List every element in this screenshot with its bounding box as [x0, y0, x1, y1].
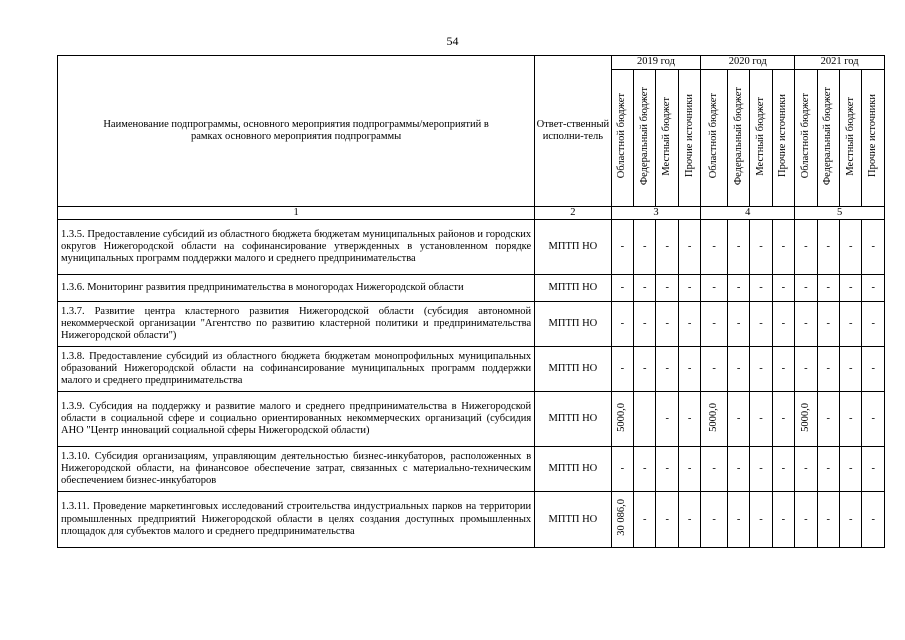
budget-value [656, 275, 678, 302]
budget-value [817, 220, 839, 275]
budget-value [750, 302, 772, 347]
budget-value [701, 275, 728, 302]
source-header [862, 70, 885, 207]
budget-value-text: - [687, 513, 692, 525]
budget-value-text: - [826, 413, 831, 425]
budget-value-text: - [736, 413, 741, 425]
budget-value [634, 492, 656, 548]
budget-value-text: - [643, 318, 647, 330]
measure-description: 1.3.10. Субсидия организациям, управляющим деятельностью бизнес-инкубаторов, расположенных в Нижегородской области, на финансовое обеспечение затрат, связанных с материально-техническим обеспечением бизнес-инкубаторов [58, 447, 535, 492]
column-number-4: 4 [701, 207, 795, 220]
budget-value-text: - [848, 413, 853, 425]
budget-value [817, 302, 839, 347]
budget-value-text: - [871, 413, 875, 425]
table-row [58, 220, 885, 275]
budget-value [727, 492, 749, 548]
budget-value [727, 347, 749, 392]
budget-value-text: - [643, 363, 647, 375]
budget-value-text: 30 086,0 [616, 499, 628, 536]
source-header [817, 70, 839, 207]
budget-value-text: - [736, 282, 741, 294]
responsible-executor: МПТП НО [535, 220, 611, 275]
budget-value-text: - [871, 282, 875, 294]
budget-value [678, 447, 700, 492]
source-header-label: Местный бюджет [754, 96, 766, 176]
budget-value-text: - [736, 318, 741, 330]
table-row [58, 447, 885, 492]
budget-value [611, 392, 633, 447]
budget-value [701, 492, 728, 548]
responsible-executor: МПТП НО [535, 392, 611, 447]
budget-value [656, 220, 678, 275]
budget-value [840, 302, 862, 347]
budget-value [727, 220, 749, 275]
budget-value [750, 347, 772, 392]
budget-value [795, 447, 817, 492]
budget-value-text: 5000,0 [799, 402, 811, 432]
budget-value [840, 220, 862, 275]
budget-value-text: - [848, 241, 853, 253]
budget-value [678, 275, 700, 302]
source-header [750, 70, 772, 207]
measure-description: 1.3.7. Развитие центра кластерного развития Нижегородской области (субсидия автономной некоммерческой организации "Агентство по развитию кластерной политики и предпринимательства Нижегородской области") [58, 302, 535, 347]
budget-value-text: - [826, 363, 831, 375]
budget-value-text: - [781, 413, 786, 425]
budget-value [701, 302, 728, 347]
budget-value-text: - [759, 282, 763, 294]
budget-value [772, 347, 794, 392]
budget-value [701, 220, 728, 275]
budget-value [862, 392, 885, 447]
budget-value-text: - [759, 413, 763, 425]
table-body [58, 220, 885, 548]
year-header-2021: 2021 год [795, 56, 885, 70]
budget-value [701, 447, 728, 492]
budget-value [678, 302, 700, 347]
budget-value [862, 492, 885, 548]
budget-value-text: - [665, 241, 669, 253]
budget-value-text: - [759, 241, 763, 253]
budget-value-text: - [848, 363, 853, 375]
budget-value [795, 302, 817, 347]
table-row [58, 492, 885, 548]
table-row [58, 347, 885, 392]
budget-value-text: - [736, 463, 741, 475]
budget-value [611, 447, 633, 492]
budget-value-text: - [826, 513, 831, 525]
budget-value [750, 447, 772, 492]
budget-value-text: - [736, 513, 741, 525]
budget-value [656, 392, 678, 447]
budget-value-text: - [665, 463, 669, 475]
measure-description: 1.3.11. Проведение маркетинговых исследований строительства индустриальных парков на территории промышленных предприятий Нижегородской области в целях создания доступных промышленных площадок для субъектов малого и среднего предпринимательства [58, 492, 535, 548]
source-header [634, 70, 656, 207]
budget-value [634, 347, 656, 392]
budget-value-text: - [848, 513, 853, 525]
budget-value-text: - [848, 282, 853, 294]
source-header [611, 70, 633, 207]
budget-value [772, 302, 794, 347]
column-number-2: 2 [535, 207, 611, 220]
budget-value-text: - [712, 463, 716, 475]
budget-value [817, 447, 839, 492]
budget-value-text: - [871, 318, 875, 330]
budget-value-text: - [759, 513, 763, 525]
budget-value-text: - [712, 513, 716, 525]
budget-value [634, 392, 656, 447]
budget-value [611, 492, 633, 548]
table-row [58, 275, 885, 302]
budget-value [817, 347, 839, 392]
budget-value-text: - [804, 513, 808, 525]
column-number-row [58, 207, 885, 220]
budget-value-text: - [804, 241, 808, 253]
source-header [840, 70, 862, 207]
header-year-row [58, 56, 885, 70]
budget-value-text: - [781, 241, 786, 253]
source-header-label: Местный бюджет [844, 96, 856, 176]
budget-value-text: - [804, 318, 808, 330]
budget-value-text: - [712, 282, 716, 294]
budget-value-text: - [804, 463, 808, 475]
budget-value [656, 347, 678, 392]
measure-description: 1.3.5. Предоставление субсидий из областного бюджета бюджетам муниципальных районов и городских округов Нижегородской области на софинансирование утвержденных в установленном порядке муниципальных программ поддержки малого и среднего предпринимательства [58, 220, 535, 275]
budget-value [611, 275, 633, 302]
budget-value [862, 275, 885, 302]
source-header-label: Областной бюджет [708, 93, 720, 179]
budget-value-text: - [665, 318, 669, 330]
budget-value [750, 220, 772, 275]
budget-value [750, 392, 772, 447]
source-header-label: Прочие источники [867, 94, 879, 178]
budget-value-text: - [781, 282, 786, 294]
budget-value [611, 302, 633, 347]
budget-value-text: - [781, 363, 786, 375]
measure-description: 1.3.9. Субсидия на поддержку и развитие малого и среднего предпринимательства в Нижегородской области в социальной сфере и социально ориентированных некоммерческих организаций (субсидия АНО "Центр инноваций социальной сферы Нижегородской области) [58, 392, 535, 447]
page-number: 54 [446, 34, 459, 48]
budget-value-text: - [804, 363, 808, 375]
budget-value-text: - [712, 318, 716, 330]
budget-value [678, 347, 700, 392]
budget-value [611, 347, 633, 392]
table-row [58, 392, 885, 447]
budget-value-text: - [848, 318, 853, 330]
budget-value [634, 275, 656, 302]
budget-value [772, 447, 794, 492]
budget-value [678, 492, 700, 548]
budget-value-text: - [736, 363, 741, 375]
source-header-label: Областной бюджет [799, 93, 811, 179]
budget-value-text: - [826, 241, 831, 253]
name-column-header: Наименование подпрограммы, основного мероприятия подпрограммы/мероприятий в рамках основного мероприятия подпрограммы [58, 56, 535, 207]
budget-value-text: - [620, 463, 625, 475]
budget-value-text: - [759, 363, 763, 375]
budget-value [701, 392, 728, 447]
source-header [701, 70, 728, 207]
budget-value-text: - [826, 318, 831, 330]
budget-value [656, 447, 678, 492]
budget-value [772, 220, 794, 275]
budget-value-text: - [620, 282, 625, 294]
budget-value [656, 492, 678, 548]
budget-value-text: - [804, 282, 808, 294]
budget-table [57, 55, 885, 548]
budget-value [840, 392, 862, 447]
budget-value-text: - [643, 513, 647, 525]
budget-value [727, 275, 749, 302]
budget-value [772, 392, 794, 447]
budget-value-text: - [620, 363, 625, 375]
source-header-label: Прочие источники [683, 94, 695, 178]
budget-value-text: - [665, 282, 669, 294]
year-header-2019: 2019 год [611, 56, 701, 70]
budget-value-text: - [665, 513, 669, 525]
budget-value-text: - [736, 241, 741, 253]
measure-description: 1.3.6. Мониторинг развития предпринимательства в моногородах Нижегородской области [58, 275, 535, 302]
responsible-executor: МПТП НО [535, 492, 611, 548]
budget-value [678, 392, 700, 447]
budget-value [862, 347, 885, 392]
source-header-label: Областной бюджет [616, 93, 628, 179]
budget-value [840, 447, 862, 492]
column-number-1: 1 [58, 207, 535, 220]
budget-value-text: - [871, 363, 875, 375]
budget-value [611, 220, 633, 275]
year-header-2020: 2020 год [701, 56, 795, 70]
budget-value [750, 492, 772, 548]
table-row [58, 302, 885, 347]
budget-value-text: 5000,0 [708, 402, 720, 432]
budget-value-text: - [643, 463, 647, 475]
budget-value-text: 5000,0 [616, 402, 628, 432]
responsible-executor: МПТП НО [535, 447, 611, 492]
budget-value-text: - [620, 241, 625, 253]
budget-value [795, 220, 817, 275]
budget-value [727, 302, 749, 347]
budget-value-text: - [712, 241, 716, 253]
budget-value [840, 275, 862, 302]
budget-value-text: - [620, 318, 625, 330]
source-header [795, 70, 817, 207]
source-header-label: Федеральный бюджет [822, 86, 834, 186]
budget-value-text: - [781, 513, 786, 525]
responsible-executor: МПТП НО [535, 275, 611, 302]
budget-value-text: - [826, 282, 831, 294]
source-header-label: Федеральный бюджет [732, 86, 744, 186]
budget-value-text: - [665, 363, 669, 375]
budget-value-text: - [759, 318, 763, 330]
budget-value [840, 347, 862, 392]
budget-value [701, 347, 728, 392]
budget-value-text: - [871, 463, 875, 475]
budget-value-text: - [826, 463, 831, 475]
budget-value [634, 447, 656, 492]
budget-value-text: - [781, 463, 786, 475]
budget-value [862, 220, 885, 275]
budget-value [727, 447, 749, 492]
budget-value [795, 347, 817, 392]
budget-value-text: - [687, 282, 692, 294]
budget-value-text: - [848, 463, 853, 475]
source-header [772, 70, 794, 207]
responsible-executor: МПТП НО [535, 347, 611, 392]
budget-value [795, 275, 817, 302]
budget-value-text: - [871, 513, 875, 525]
measure-description: 1.3.8. Предоставление субсидий из областного бюджета бюджетам монопрофильных муниципальных образований Нижегородской области на софинансирование муниципальных программ поддержки малого и среднего предпринимательства [58, 347, 535, 392]
source-header [727, 70, 749, 207]
budget-value [750, 275, 772, 302]
budget-value-text: - [687, 413, 692, 425]
budget-value [862, 447, 885, 492]
budget-value [727, 392, 749, 447]
column-number-3: 3 [611, 207, 701, 220]
column-number-5: 5 [795, 207, 885, 220]
budget-value [862, 302, 885, 347]
budget-value [817, 275, 839, 302]
budget-value [817, 392, 839, 447]
budget-value [795, 392, 817, 447]
budget-value [772, 492, 794, 548]
budget-value-text: - [687, 318, 692, 330]
budget-value-text: - [759, 463, 763, 475]
budget-value-text: - [687, 241, 692, 253]
source-header [656, 70, 678, 207]
source-header [678, 70, 700, 207]
budget-value-text: - [687, 363, 692, 375]
source-header-label: Федеральный бюджет [638, 86, 650, 186]
budget-value [817, 492, 839, 548]
budget-value [634, 302, 656, 347]
budget-value-text: - [871, 241, 875, 253]
budget-value [795, 492, 817, 548]
source-header-label: Местный бюджет [661, 96, 673, 176]
responsible-column-header: Ответ-ственный исполни-тель [535, 56, 611, 207]
budget-value-text: - [643, 282, 647, 294]
budget-value-text: - [712, 363, 716, 375]
budget-value [678, 220, 700, 275]
budget-value [840, 492, 862, 548]
budget-value [634, 220, 656, 275]
source-header-label: Прочие источники [777, 94, 789, 178]
budget-value-text: - [687, 463, 692, 475]
budget-value [772, 275, 794, 302]
responsible-executor: МПТП НО [535, 302, 611, 347]
budget-value-text: - [781, 318, 786, 330]
budget-value-text: - [665, 413, 669, 425]
budget-value [656, 302, 678, 347]
budget-value-text: - [643, 241, 647, 253]
